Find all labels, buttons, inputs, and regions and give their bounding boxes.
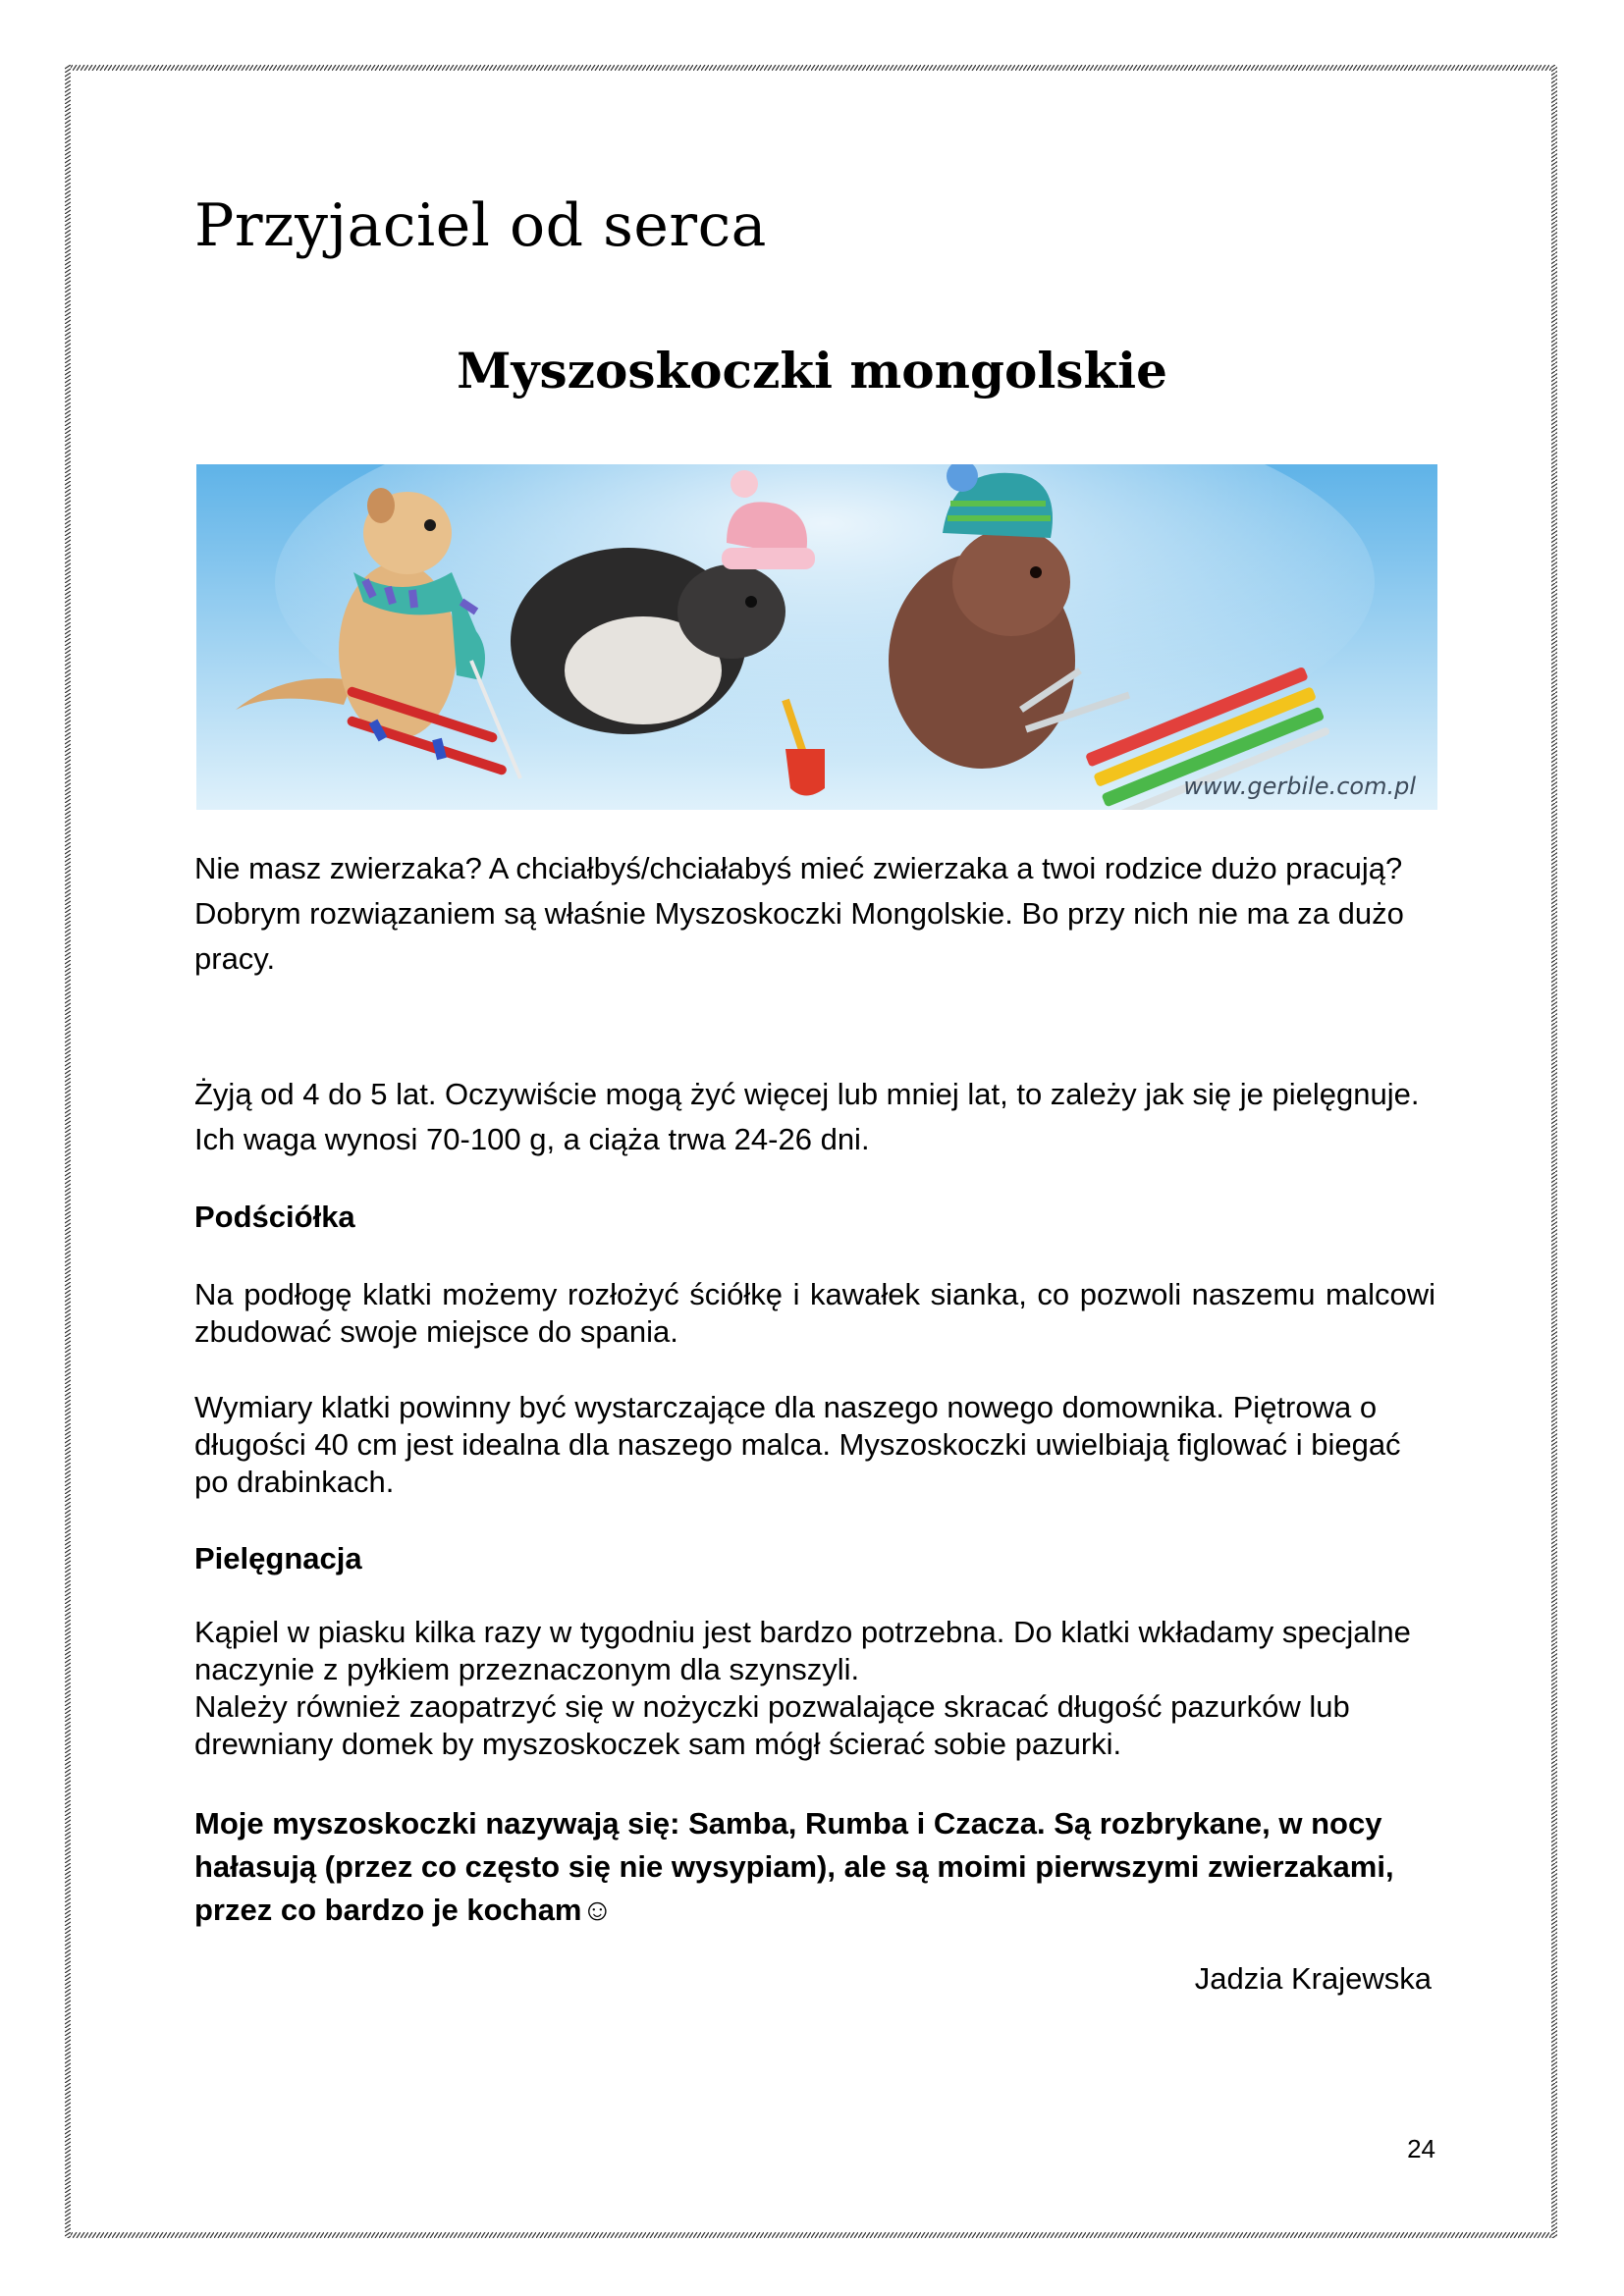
paragraph-care: Kąpiel w piasku kilka razy w tygodniu jest bardzo potrzebna. Do klatki wkładamy specjalne naczynie z pyłkiem przeznaczonym dla szynszyli. Należy również zaopatrzyć się w nożyczki pozwalające skracać długość pazurków lub drewniany domek by myszoskoczek sam mógł ścierać sobie pazurki. bbox=[194, 1615, 1411, 1761]
heading-bedding: Podściółka bbox=[194, 1200, 355, 1234]
paragraph-intro: Nie masz zwierzaka? A chciałbyś/chciałabyś mieć zwierzaka a twoi rodzice dużo pracują? Dobrym rozwiązaniem są właśnie Myszoskoczki Mongolskie. Bo przy nich nie ma za dużo pracy. bbox=[194, 851, 1404, 976]
banner-credit: www.gerbile.com.pl bbox=[1183, 773, 1416, 800]
section-title: Przyjaciel od serca bbox=[194, 191, 767, 260]
author-signature: Jadzia Krajewska bbox=[1194, 1961, 1432, 1996]
paragraph-bedding: Na podłogę klatki możemy rozłożyć ściółkę i kawałek sianka, co pozwoli naszemu malcowi zbudować swoje miejsce do spania. bbox=[194, 1277, 1435, 1349]
paragraph-cage: Wymiary klatki powinny być wystarczające dla naszego nowego domownika. Piętrowa o długości 40 cm jest idealna dla naszego malca. Myszoskoczki uwielbiają figlować i biegać po drabinkach. bbox=[194, 1390, 1401, 1499]
gerbils-banner-image bbox=[196, 464, 1437, 810]
paragraph-personal: Moje myszoskoczki nazywają się: Samba, Rumba i Czacza. Są rozbrykane, w nocy hałasują (przez co często się nie wysypiam), ale są moimi pierwszymi zwierzakami, przez co bardzo je kocham☺ bbox=[194, 1806, 1394, 1927]
page-number: 24 bbox=[1407, 2134, 1435, 2163]
article-title: Myszoskoczki mongolskie bbox=[457, 342, 1167, 400]
paragraph-lifespan: Żyją od 4 do 5 lat. Oczywiście mogą żyć więcej lub mniej lat, to zależy jak się je pielęgnuje. Ich waga wynosi 70-100 g, a ciąża trwa 24-26 dni. bbox=[194, 1077, 1420, 1156]
heading-care: Pielęgnacja bbox=[194, 1541, 362, 1575]
